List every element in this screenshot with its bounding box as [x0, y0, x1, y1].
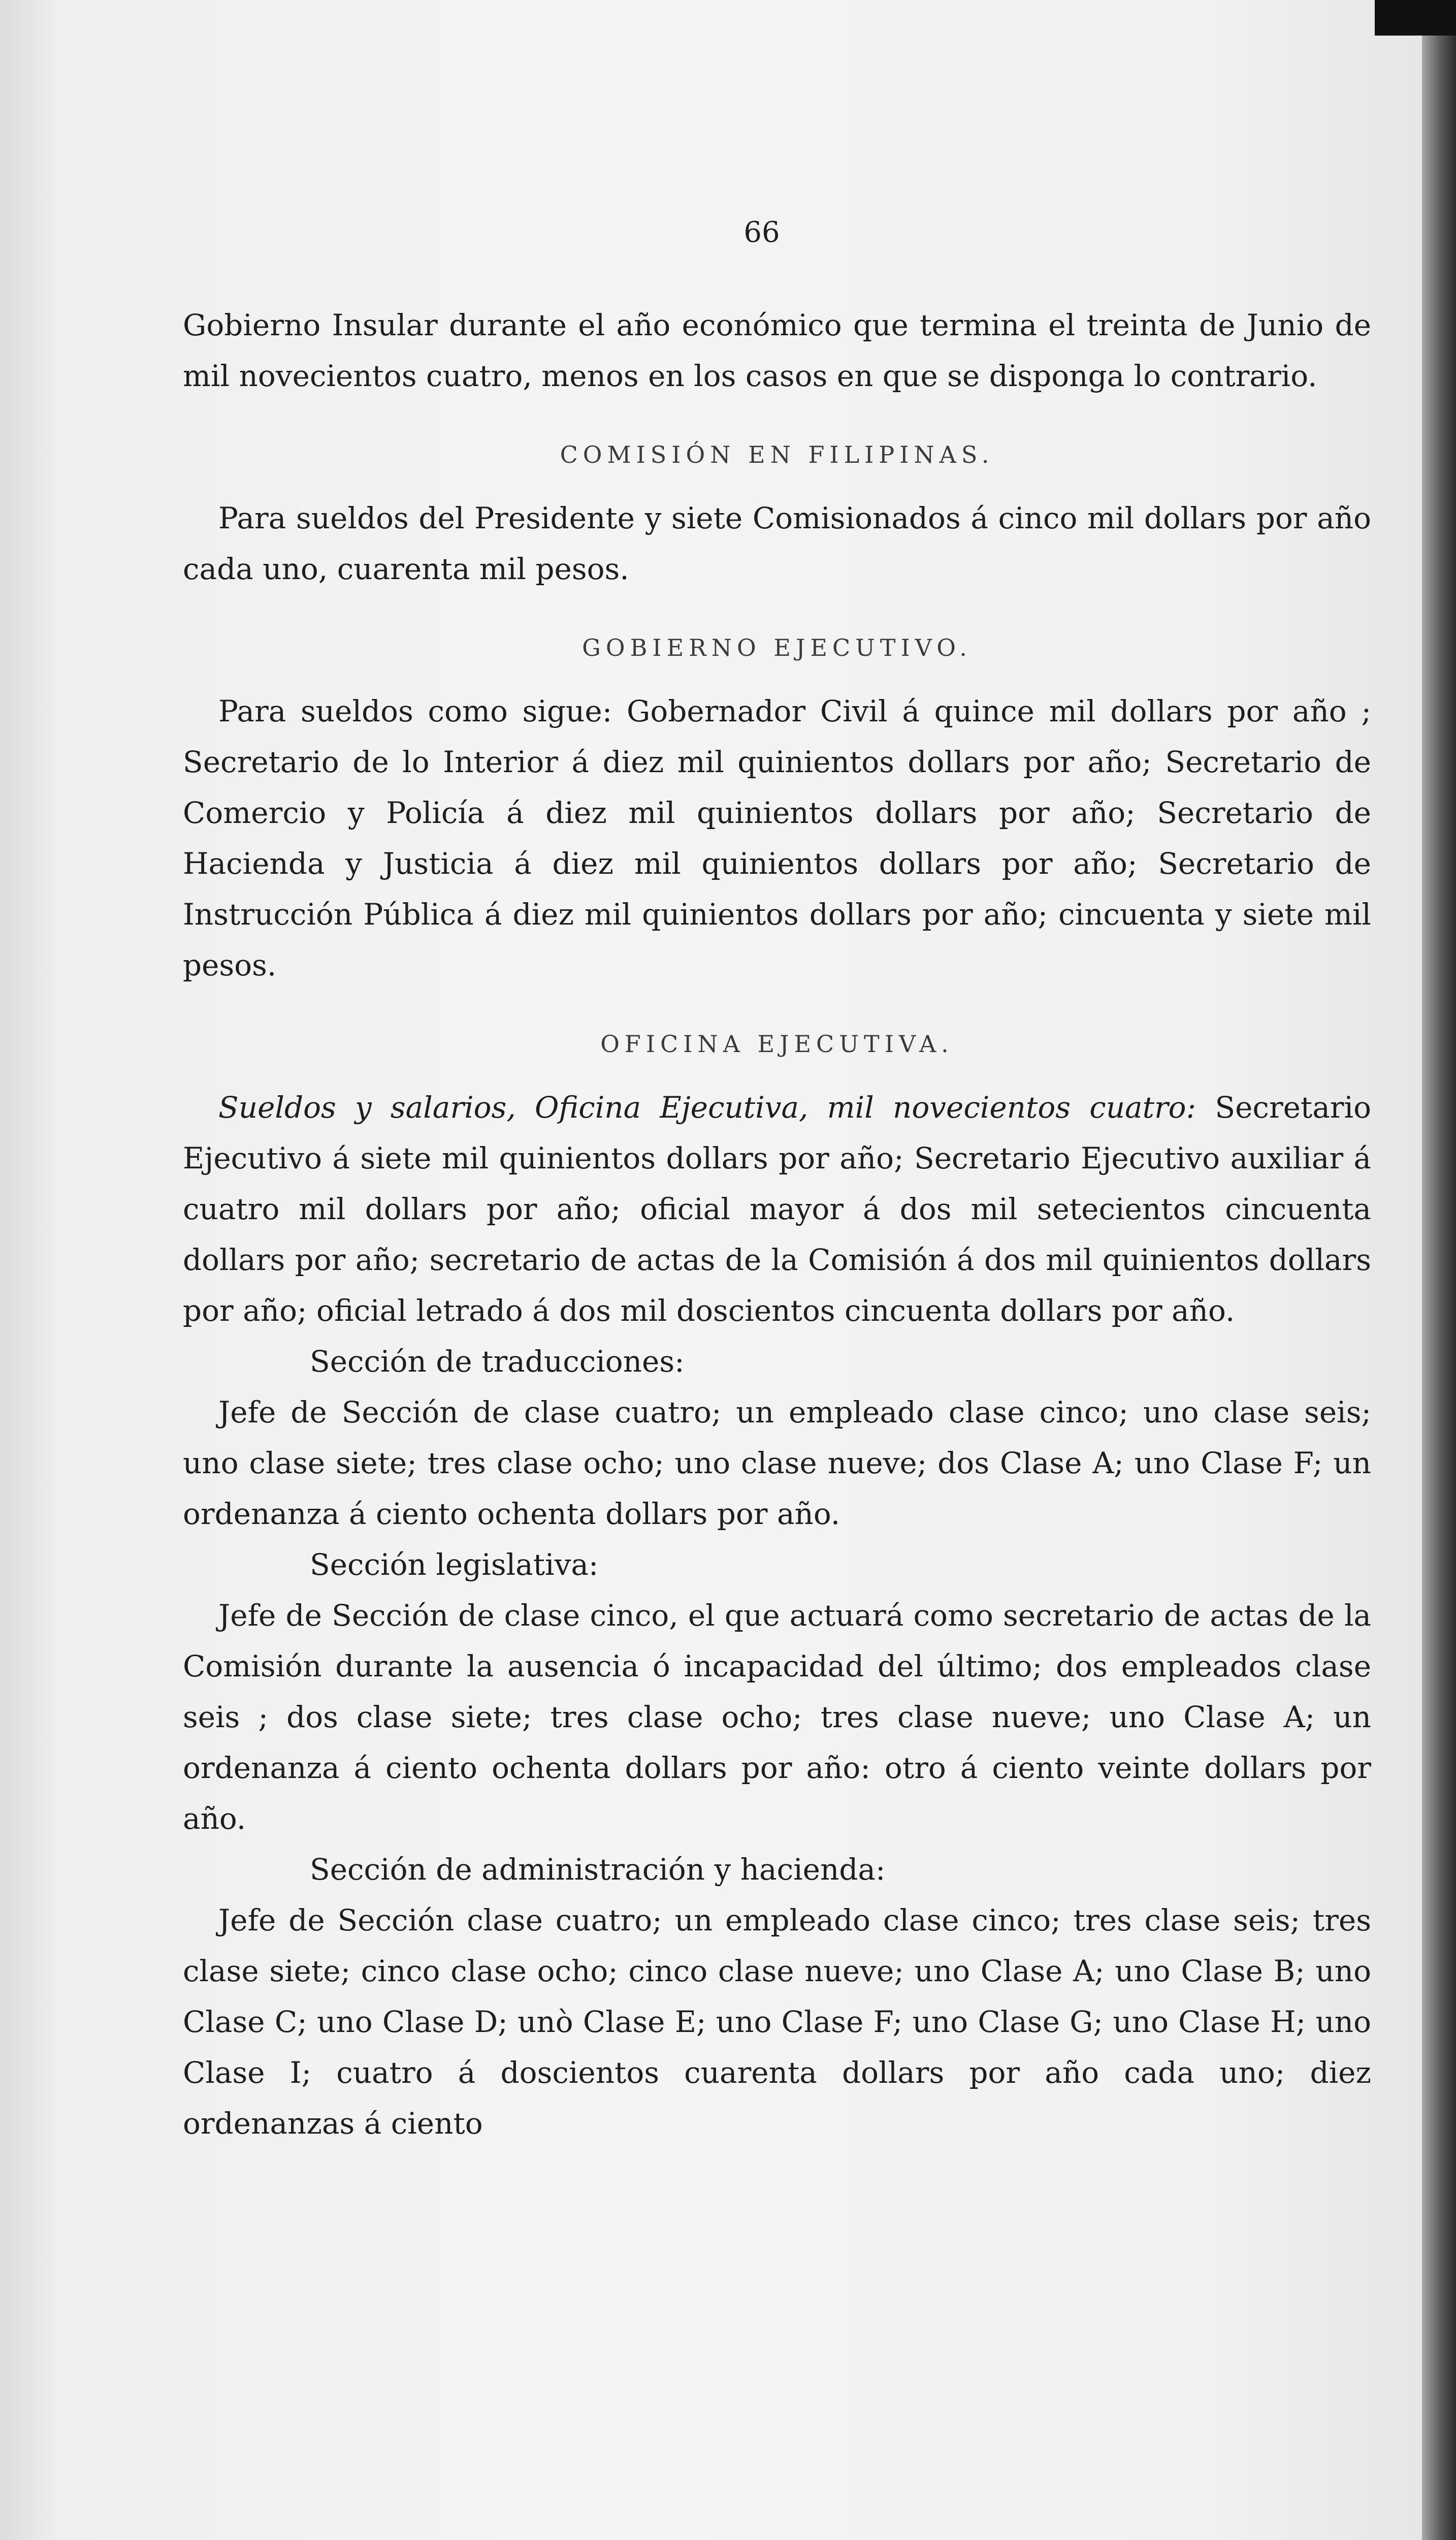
section-heading-gobierno: GOBIERNO EJECUTIVO.: [582, 634, 972, 661]
section-heading-comision: COMISIÓN EN FILIPINAS.: [560, 441, 994, 468]
paragraph-administracion: Jefe de Sección clase cuatro; un empleado clase cinco; tres clase seis; tres clase siete; cinco clase ocho; cinco clase nueve; uno Clase A; uno Clase B; uno Clase C; uno Clase D; unò Clase E; uno Clase F; uno Clase G; uno Clase H; uno Clase I; cuatro á doscientos cuarenta dollars por año cada uno; diez ordenanzas á ciento: [183, 1903, 1371, 2141]
paragraph-oficina-intro: Sueldos y salarios, Oficina Ejecutiva, mil novecientos cuatro:: [218, 1090, 1196, 1125]
page-body: [183, 300, 1371, 2149]
paragraph-legislativa: Jefe de Sección de clase cinco, el que actuará como secretario de actas de la Comisión durante la ausencia ó incapacidad del último; dos empleados clase seis ; dos clase siete; tres clase ocho; tres clase nueve; uno Clase A; un ordenanza á ciento ochenta dollars por año: otro á ciento veinte dollars por año.: [183, 1598, 1371, 1836]
paragraph-oficina: [183, 1082, 1371, 1336]
book-spine-shadow: [1422, 0, 1456, 2540]
section-heading-oficina: OFICINA EJECUTIVA.: [600, 1030, 954, 1058]
paragraph-comision: Para sueldos del Presidente y siete Comisionados á cinco mil dollars por año cada uno, cuarenta mil pesos.: [183, 501, 1371, 586]
paragraph-oficina-body: Secretario Ejecutivo á siete mil quinientos dollars por año; Secretario Ejecutivo auxiliar á cuatro mil dollars por año; oficial mayor á dos mil setecientos cincuenta dollars por año; secretario de actas de la Comisión á dos mil quinientos dollars por año; oficial letrado á dos mil doscientos cincuenta dollars por año.: [183, 1090, 1372, 1328]
subsection-administracion: Sección de administración y hacienda:: [310, 1852, 886, 1887]
paragraph-traducciones: Jefe de Sección de clase cuatro; un empleado clase cinco; uno clase seis; uno clase siete; tres clase ocho; uno clase nueve; dos Clase A; uno Clase F; un ordenanza á ciento ochenta dollars por año.: [183, 1395, 1371, 1531]
page-number: 66: [743, 216, 780, 249]
paragraph-gobierno: Para sueldos como sigue: Gobernador Civil á quince mil dollars por año ; Secretario de lo Interior á diez mil quinientos dollars por año; Secretario de Comercio y Policía á diez mil quinientos dollars por año; Secretario de Hacienda y Justicia á diez mil quinientos dollars por año; Secretario de Instrucción Pública á diez mil quinientos dollars por año; cincuenta y siete mil pesos.: [183, 694, 1371, 982]
subsection-traducciones: Sección de traducciones:: [310, 1344, 685, 1379]
scan-corner: [1375, 0, 1456, 36]
continued-paragraph: Gobierno Insular durante el año económico que termina el treinta de Junio de mil novecientos cuatro, menos en los casos en que se disponga lo contrario.: [183, 308, 1371, 393]
subsection-legislativa: Sección legislativa:: [310, 1547, 599, 1582]
